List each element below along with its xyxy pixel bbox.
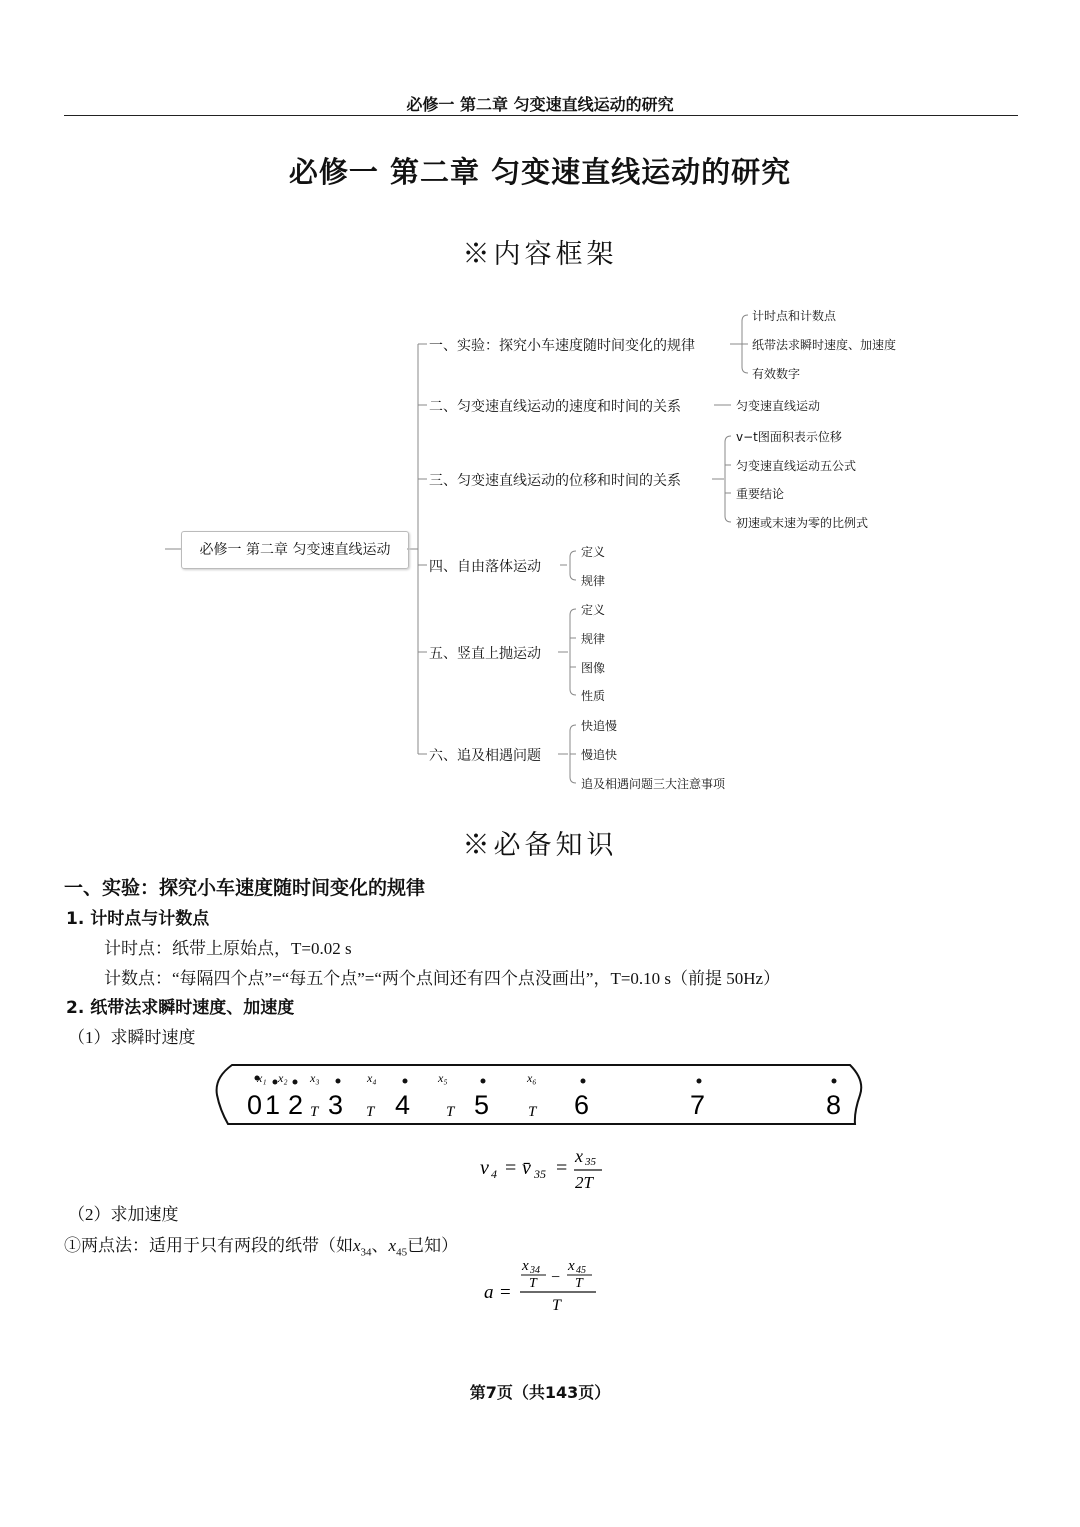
tape-seg-x2: x₂	[278, 1071, 288, 1085]
knowledge-heading: ※必备知识	[462, 830, 618, 861]
tape-digit-6: 6	[574, 1090, 590, 1120]
v-symbol: v	[480, 1157, 489, 1179]
acceleration-formula	[478, 1254, 608, 1318]
tape-digit-0: 0	[247, 1090, 263, 1120]
branch-6-child-2: 慢追快	[581, 748, 618, 762]
branch-6-label: 六、追及相遇问题	[429, 748, 541, 764]
branch-2-child-1: 匀变速直线运动	[736, 399, 821, 413]
tape-digit-2: 2	[288, 1090, 304, 1120]
x45-den: T	[575, 1276, 583, 1291]
branch-4-child-2: 规律	[581, 574, 606, 588]
page-title: 必修一 第二章 匀变速直线运动的研究	[288, 155, 792, 189]
tape-digit-8: 8	[826, 1090, 842, 1120]
counting-point-definition: 计数点：“每隔四个点”=“每五个点”=“两个点间还有四个点没画出”，T=0.10 s（前提 50Hz）	[104, 969, 781, 988]
svg-text:=: =	[500, 1282, 511, 1303]
tape-seg-x6: x₆	[527, 1071, 537, 1085]
tape-seg-x5: x₅	[438, 1071, 448, 1085]
branch-2-label: 二、匀变速直线运动的速度和时间的关系	[429, 399, 681, 415]
tape-digit-3: 3	[328, 1090, 344, 1120]
branch-1-child-3: 有效数字	[752, 367, 801, 381]
branch-5-child-4: 性质	[581, 689, 606, 703]
two-point-method: ①两点法：适用于只有两段的纸带（如$x_{34}$、$x_{45}$已知）	[64, 1236, 459, 1259]
subsection-2-title: 2. 纸带法求瞬时速度、加速度	[66, 998, 295, 1018]
tape-digit-7: 7	[690, 1090, 706, 1120]
page-number: 第7页（共143页）	[469, 1383, 611, 1402]
branch-3-child-4: 初速或末速为零的比例式	[736, 516, 869, 530]
x34-num: x	[522, 1258, 529, 1274]
minus-sign: −	[551, 1269, 561, 1286]
tape-seg-x3: x₃	[310, 1071, 320, 1085]
section-1-title: 一、实验：探究小车速度随时间变化的规律	[64, 877, 426, 899]
fraction-numerator: x	[575, 1146, 583, 1166]
branch-1-child-1: 计时点和计数点	[752, 309, 837, 323]
tape-dot-1	[273, 1080, 278, 1085]
branch-3-child-3: 重要结论	[736, 487, 785, 501]
branch-5-label: 五、竖直上抛运动	[429, 646, 541, 662]
velocity-formula	[470, 1140, 620, 1196]
svg-text:=: =	[556, 1157, 568, 1179]
outer-den: T	[552, 1297, 561, 1314]
svg-text:=: =	[505, 1157, 517, 1179]
tape-digit-4: 4	[395, 1090, 411, 1120]
branch-5-child-2: 规律	[581, 632, 606, 646]
v-bar-symbol: v̄	[522, 1157, 531, 1179]
x34-den: T	[529, 1276, 537, 1291]
v-subscript: 4	[491, 1167, 497, 1181]
branch-1-child-2: 纸带法求瞬时速度、加速度	[752, 338, 897, 352]
timing-point-definition: 计时点：纸带上原始点，T=0.02 s	[104, 939, 352, 958]
branch-3-child-1: v−t图面积表示位移	[736, 430, 842, 444]
tape-period-4: T	[528, 1104, 537, 1120]
tape-dot-4	[403, 1079, 408, 1084]
tape-period-2: T	[366, 1104, 375, 1120]
tape-dot-6	[581, 1079, 586, 1084]
tape-period-3: T	[446, 1104, 455, 1120]
mind-map-root: 必修一 第二章 匀变速直线运动	[181, 531, 409, 569]
part-1-title: （1）求瞬时速度	[68, 1028, 196, 1047]
branch-5-child-1: 定义	[581, 603, 606, 617]
subsection-1-title: 1. 计时点与计数点	[66, 909, 210, 929]
fraction-numerator-sub: 35	[585, 1156, 596, 1168]
framework-heading: ※内容框架	[462, 239, 618, 270]
tape-dot-3	[336, 1079, 341, 1084]
tape-digit-1: 1	[265, 1090, 281, 1120]
running-header: 必修一 第二章 匀变速直线运动的研究	[406, 95, 674, 114]
branch-1-label: 一、实验：探究小车速度随时间变化的规律	[429, 338, 695, 354]
paper-tape-diagram	[210, 1060, 870, 1130]
x45-sub: 45	[576, 1265, 586, 1276]
tape-seg-x1: x₁	[257, 1071, 267, 1085]
x45-num: x	[568, 1258, 575, 1274]
fraction-denominator: 2T	[575, 1173, 593, 1192]
branch-5-child-3: 图像	[581, 661, 606, 675]
part-2-title: （2）求加速度	[68, 1205, 179, 1224]
tape-seg-x4: x₄	[367, 1071, 377, 1085]
a-symbol: a	[484, 1282, 494, 1303]
tape-digit-5: 5	[474, 1090, 490, 1120]
branch-3-label: 三、匀变速直线运动的位移和时间的关系	[429, 473, 681, 489]
branch-4-child-1: 定义	[581, 545, 606, 559]
tape-period-1: T	[310, 1104, 319, 1120]
tape-dot-8	[832, 1079, 837, 1084]
v-bar-subscript: 35	[534, 1167, 546, 1181]
x34-sub: 34	[530, 1265, 540, 1276]
branch-6-child-1: 快追慢	[581, 719, 618, 733]
tape-dot-5	[481, 1079, 486, 1084]
tape-dot-7	[697, 1079, 702, 1084]
branch-4-label: 四、自由落体运动	[429, 559, 541, 575]
branch-3-child-2: 匀变速直线运动五公式	[736, 459, 857, 473]
tape-dot-2	[293, 1080, 298, 1085]
branch-6-child-3: 追及相遇问题三大注意事项	[581, 777, 726, 791]
